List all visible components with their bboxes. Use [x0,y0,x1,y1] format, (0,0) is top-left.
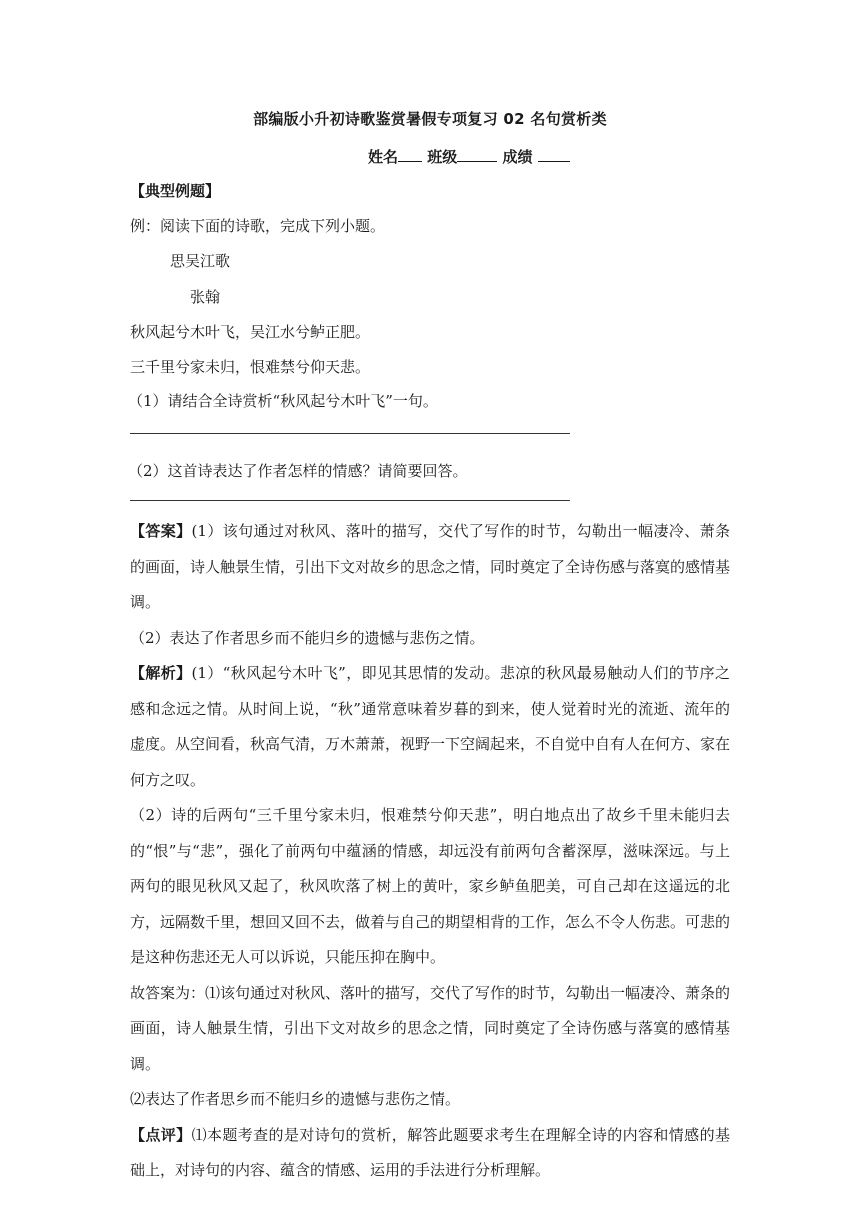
poem-line-1: 秋风起兮木叶飞，吴江水兮鲈正肥。 [130,323,371,341]
analysis-part-2: （2）诗的后两句“三千里兮家未归，恨难禁兮仰天悲”，明白地点出了故乡千里未能归去的“恨”与“悲”，强化了前两句中蕴涵的情感，却远没有前两句含蓄深厚，滋味深远。与上两句的眼见秋风又起了，秋风吹落了树上的黄叶，家乡鲈鱼肥美，可自己却在这遥远的北方，远隔数千里，想回又回不去，做着与自己的期望相背的工作，怎么不令人伤悲。可悲的是这种伤悲还无人可以诉说，只能压抑在胸中。 [130,806,731,966]
poem-title: 思吴江歌 [170,252,231,270]
score-blank [538,147,570,162]
answer-part-1-text: (1）该句通过对秋风、落叶的描写，交代了写作的时节，勾勒出一幅凄冷、萧条的画面，诗人触景生情，引出下文对故乡的思念之情，同时奠定了全诗伤感与落寞的感情基调。 [130,522,731,611]
poem-line-2: 三千里兮家未归，恨难禁兮仰天悲。 [130,358,371,376]
answer-label: 【答案】 [130,522,192,540]
example-intro: 例：阅读下面的诗歌，完成下列小题。 [130,217,386,235]
answer-line-1 [130,433,570,434]
student-info-line [368,146,570,167]
question-1: （1）请结合全诗赏析“秋风起兮木叶飞”一句。 [128,392,438,410]
analysis-part-1-text: (1）“秋风起兮木叶飞”，即见其思情的发动。悲凉的秋风最易触动人们的节序之感和念远之情。从时间上说，“秋”通常意味着岁暮的到来，使人觉着时光的流逝、流年的虚度。从空间看，秋高气清，万木萧萧，视野一下空阔起来，不自觉中自有人在何方、家在何方之叹。 [130,664,731,789]
answer-part-2: （2）表达了作者思乡而不能归乡的遗憾与悲伤之情。 [130,628,485,647]
class-label: 班级 [427,148,458,166]
score-label: 成绩 [502,148,533,166]
comment-label: 【点评】 [130,1125,192,1144]
section-heading: 【典型例题】 [130,182,221,200]
final-answer-2: ⑵表达了作者思乡而不能归乡的遗憾与悲伤之情。 [130,1090,461,1108]
answer-part-1 [130,514,730,621]
comment-block [130,1118,730,1189]
answer-block [130,514,730,1189]
name-blank [398,147,422,162]
name-label: 姓名 [368,148,399,166]
final-answer-1: 故答案为：⑴该句通过对秋风、落叶的描写，交代了写作的时节，勾勒出一幅凄冷、萧条的画面，诗人触景生情，引出下文对故乡的思念之情，同时奠定了全诗伤感与落寞的感情基调。 [130,983,731,1073]
analysis-label: 【解析】 [130,664,192,682]
question-2: （2）这首诗表达了作者怎样的情感？请简要回答。 [128,462,468,480]
answer-line-2 [130,500,570,501]
class-blank [457,147,497,162]
comment-text: ⑴本题考查的是对诗句的赏析，解答此题要求考生在理解全诗的内容和情感的基础上，对诗句的内容、蕴含的情感、运用的手法进行分析理解。 [130,1125,730,1179]
analysis-part-1 [130,656,730,798]
page-title: 部编版小升初诗歌鉴赏暑假专项复习 02 名句赏析类 [253,110,607,128]
poem-author: 张翰 [190,288,221,306]
